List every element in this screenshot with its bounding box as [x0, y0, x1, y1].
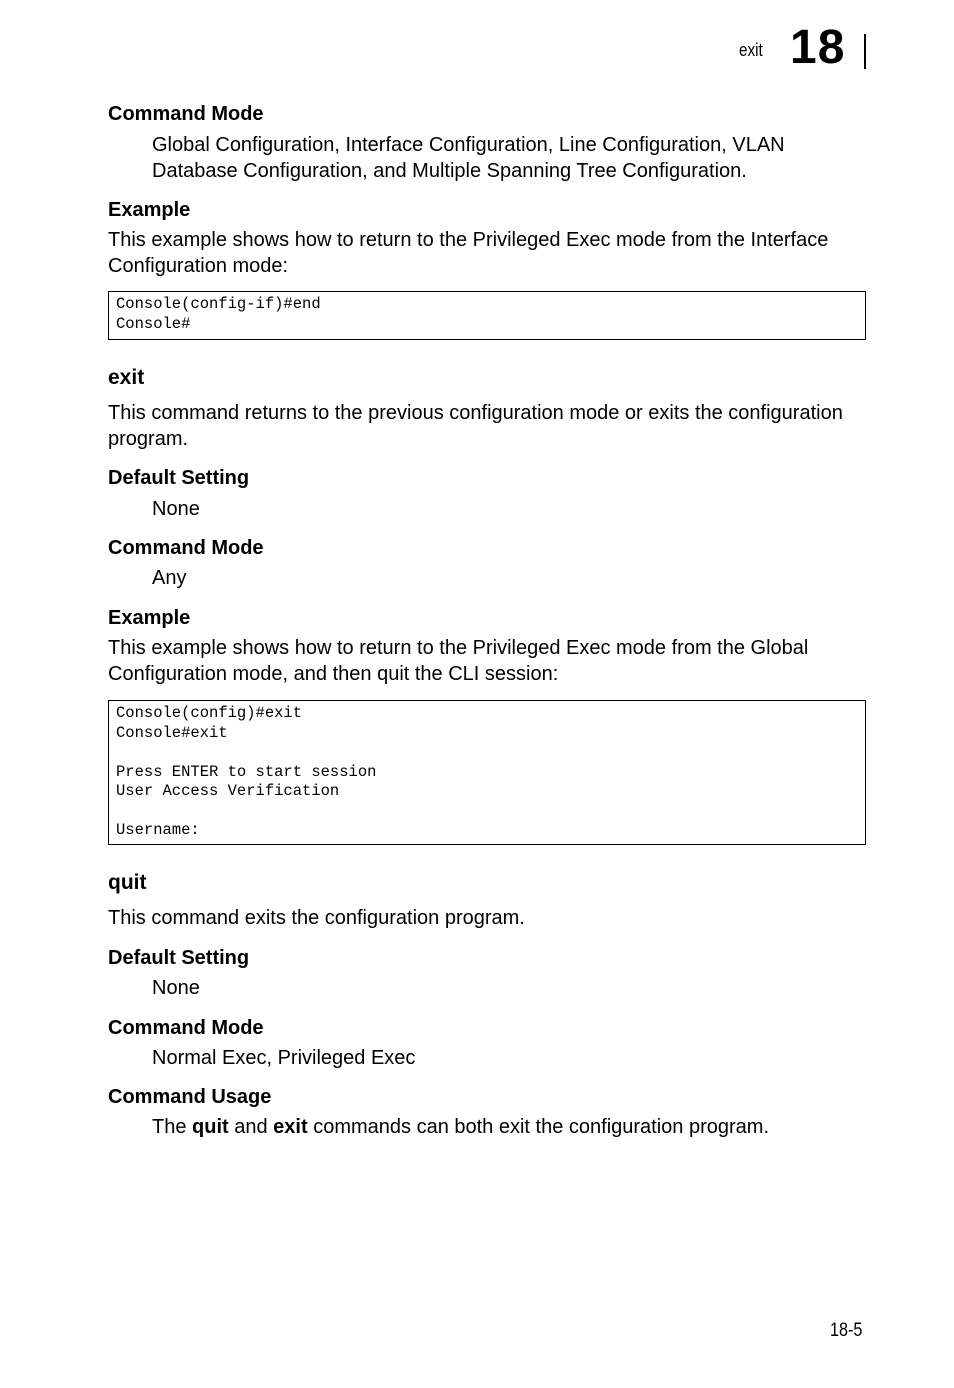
code-block-exit: [108, 700, 866, 845]
exit-command-mode-heading: Command Mode: [108, 537, 264, 559]
code-line: Console(config)#exit: [116, 704, 303, 722]
quit-command-usage-heading: Command Usage: [108, 1086, 272, 1108]
chapter-rule: [864, 34, 866, 69]
usage-keyword-quit: quit: [192, 1116, 229, 1138]
usage-text-prefix: The: [152, 1116, 193, 1138]
usage-text-suffix: commands can both exit the configuration program.: [307, 1116, 769, 1138]
command-mode-heading: Command Mode: [108, 103, 264, 125]
usage-keyword-exit: exit: [273, 1116, 308, 1138]
quit-description: This command exits the configuration program.: [108, 907, 525, 929]
example-heading: Example: [108, 199, 191, 221]
code-block-end: [108, 291, 866, 340]
exit-example-heading: Example: [108, 607, 191, 629]
quit-command-mode-heading: Command Mode: [108, 1017, 264, 1039]
code-line: User Access Verification: [116, 782, 340, 800]
code-line: Username:: [116, 821, 200, 839]
example-text: This example shows how to return to the Privileged Exec mode from the Interface Configuration mode:: [108, 229, 829, 277]
quit-command-usage-text: [152, 1114, 868, 1140]
usage-text-mid: and: [228, 1116, 274, 1138]
exit-example-text: This example shows how to return to the Privileged Exec mode from the Global Configuration mode, and then quit the CLI session:: [108, 637, 809, 685]
command-mode-text: Global Configuration, Interface Configuration, Line Configuration, VLAN Database Configuration, and Multiple Spanning Tree Configuration.: [152, 134, 785, 182]
code-line: [109, 802, 865, 822]
running-header-title: exit: [739, 40, 763, 60]
quit-default-setting-heading: Default Setting: [108, 947, 250, 969]
chapter-number: 18: [790, 21, 846, 74]
quit-default-setting-value: None: [152, 977, 200, 999]
code-line: Console(config-if)#end: [116, 295, 321, 313]
exit-command-title: exit: [108, 366, 145, 389]
exit-command-mode-value: Any: [152, 567, 187, 589]
exit-default-setting-value: None: [152, 498, 200, 520]
quit-command-mode-value: Normal Exec, Privileged Exec: [152, 1047, 416, 1069]
code-line: Press ENTER to start session: [116, 762, 377, 781]
exit-default-setting-heading: Default Setting: [108, 467, 250, 489]
code-line: Console#exit: [116, 723, 228, 742]
code-line: [109, 743, 865, 763]
code-line: Console#: [116, 314, 191, 333]
exit-description: This command returns to the previous configuration mode or exits the configuration program.: [108, 402, 843, 450]
page-number: 18-5: [830, 1320, 863, 1341]
quit-command-title: quit: [108, 871, 147, 894]
